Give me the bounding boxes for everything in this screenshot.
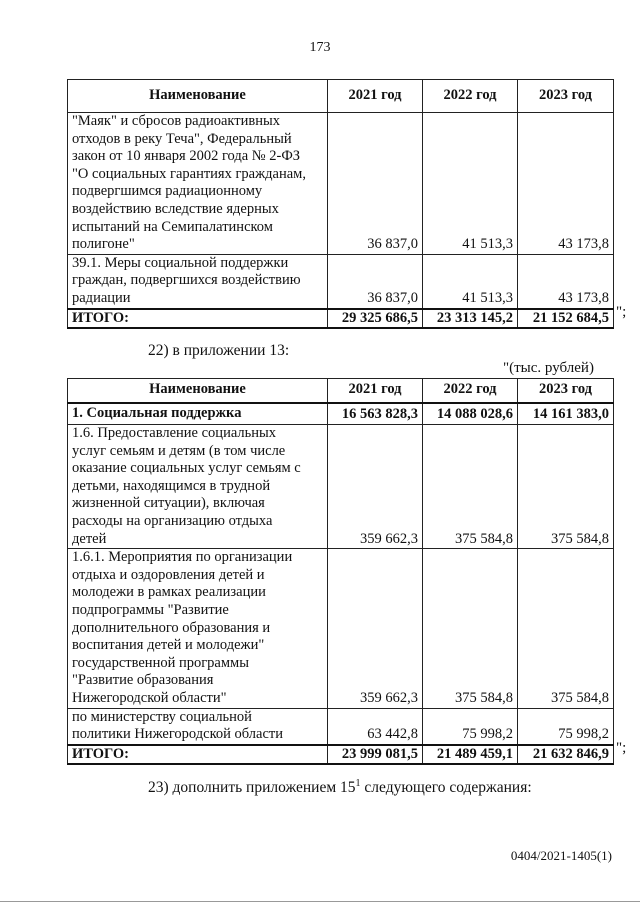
name-line: жизненной ситуации), включая bbox=[72, 495, 265, 512]
section-name: 1. Социальная поддержка bbox=[68, 403, 328, 425]
name-line: 39.1. Меры социальной поддержки bbox=[72, 254, 289, 271]
name-line: детей bbox=[72, 530, 107, 547]
total-2021: 23 999 081,5 bbox=[328, 745, 423, 765]
page-bottom-edge bbox=[0, 901, 640, 902]
name-line: отходов в реку Теча", Федеральный bbox=[72, 130, 292, 147]
value-2021: 63 442,8 bbox=[328, 708, 423, 745]
total-label: ИТОГО: bbox=[68, 745, 328, 765]
paragraph-23-text-end: следующего содержания: bbox=[360, 779, 532, 797]
header-2023: 2023 год bbox=[518, 379, 614, 403]
name-line: государственной программы bbox=[72, 654, 249, 671]
name-line: "Маяк" и сбросов радиоактивных bbox=[72, 113, 280, 129]
units-note: "(тыс. рублей) bbox=[503, 360, 594, 376]
name-line: 1.6.1. Мероприятия по организации bbox=[72, 549, 293, 566]
header-2021: 2021 год bbox=[328, 80, 423, 113]
total-row bbox=[68, 745, 614, 765]
total-row bbox=[68, 309, 614, 329]
total-label: ИТОГО: bbox=[68, 309, 328, 329]
name-line: расходы на организацию отдыха bbox=[72, 512, 273, 529]
name-line: подпрограммы "Развитие bbox=[72, 601, 229, 618]
value-2021: 359 662,3 bbox=[328, 425, 423, 549]
table-row bbox=[68, 113, 614, 255]
value-2023: 375 584,8 bbox=[518, 425, 614, 549]
table-row bbox=[68, 708, 614, 745]
name-line: отдыха и оздоровления детей и bbox=[72, 566, 265, 583]
closing-quote: "; bbox=[616, 304, 627, 320]
table-row bbox=[68, 254, 614, 308]
name-line: воздействию вследствие ядерных bbox=[72, 200, 279, 217]
paragraph-23-text: 23) дополнить приложением 15 bbox=[148, 779, 356, 797]
value-2022: 375 584,8 bbox=[423, 425, 518, 549]
total-2021: 29 325 686,5 bbox=[328, 309, 423, 329]
name-line: по министерству социальной bbox=[72, 708, 252, 725]
total-2023: 21 152 684,5 bbox=[518, 309, 614, 329]
value-2022: 75 998,2 bbox=[423, 708, 518, 745]
section-row bbox=[68, 403, 614, 425]
name-line: "О социальных гарантиях гражданам, bbox=[72, 165, 306, 182]
name-line: дополнительного образования и bbox=[72, 619, 271, 636]
paragraph-23-superscript: 1 bbox=[355, 778, 361, 789]
section-2023: 14 161 383,0 bbox=[518, 403, 614, 425]
value-2021: 359 662,3 bbox=[328, 549, 423, 708]
table-appendix-13 bbox=[67, 378, 614, 765]
value-2021: 36 837,0 bbox=[328, 254, 423, 308]
value-2022: 375 584,8 bbox=[423, 549, 518, 708]
name-line: услуг семьям и детям (в том числе bbox=[72, 442, 286, 459]
name-line: полигоне" bbox=[72, 236, 135, 253]
document-code: 0404/2021-1405(1) bbox=[510, 848, 612, 863]
name-line: детьми, находящимся в трудной bbox=[72, 477, 271, 494]
value-2023: 43 173,8 bbox=[518, 254, 614, 308]
table-header-row bbox=[68, 80, 614, 113]
page-number: 173 bbox=[309, 40, 331, 55]
value-2023: 75 998,2 bbox=[518, 708, 614, 745]
header-2022: 2022 год bbox=[423, 80, 518, 113]
name-line: граждан, подвергшихся воздействию bbox=[72, 272, 301, 289]
name-line: радиации bbox=[72, 289, 131, 306]
name-line: оказание социальных услуг семьям с bbox=[72, 460, 301, 477]
table-row bbox=[68, 425, 614, 549]
paragraph-23 bbox=[148, 778, 532, 797]
name-line: воспитания детей и молодежи" bbox=[72, 637, 265, 654]
row-name bbox=[68, 708, 328, 745]
table-appendix-12-continued bbox=[67, 79, 614, 329]
value-2022: 41 513,3 bbox=[423, 113, 518, 255]
header-name: Наименование bbox=[68, 379, 328, 403]
name-line: молодежи в рамках реализации bbox=[72, 584, 266, 601]
table-header-row bbox=[68, 379, 614, 403]
header-2022: 2022 год bbox=[423, 379, 518, 403]
section-2021: 16 563 828,3 bbox=[328, 403, 423, 425]
name-line: "Развитие образования bbox=[72, 672, 214, 689]
name-line: закон от 10 января 2002 года № 2-ФЗ bbox=[72, 148, 301, 165]
name-line: политики Нижегородской области bbox=[72, 726, 283, 743]
table-row bbox=[68, 549, 614, 708]
header-2023: 2023 год bbox=[518, 80, 614, 113]
total-2022: 21 489 459,1 bbox=[423, 745, 518, 765]
row-name bbox=[68, 549, 328, 708]
total-2023: 21 632 846,9 bbox=[518, 745, 614, 765]
section-2022: 14 088 028,6 bbox=[423, 403, 518, 425]
name-line: подвергшимся радиационному bbox=[72, 183, 263, 200]
value-2023: 375 584,8 bbox=[518, 549, 614, 708]
paragraph-22: 22) в приложении 13: bbox=[148, 342, 290, 359]
name-line: испытаний на Семипалатинском bbox=[72, 218, 273, 235]
name-line: 1.6. Предоставление социальных bbox=[72, 425, 276, 441]
closing-quote: "; bbox=[616, 740, 627, 756]
row-name bbox=[68, 113, 328, 255]
value-2023: 43 173,8 bbox=[518, 113, 614, 255]
row-name bbox=[68, 425, 328, 549]
name-line: Нижегородской области" bbox=[72, 689, 227, 706]
header-name: Наименование bbox=[68, 80, 328, 113]
value-2022: 41 513,3 bbox=[423, 254, 518, 308]
row-name bbox=[68, 254, 328, 308]
value-2021: 36 837,0 bbox=[328, 113, 423, 255]
header-2021: 2021 год bbox=[328, 379, 423, 403]
total-2022: 23 313 145,2 bbox=[423, 309, 518, 329]
